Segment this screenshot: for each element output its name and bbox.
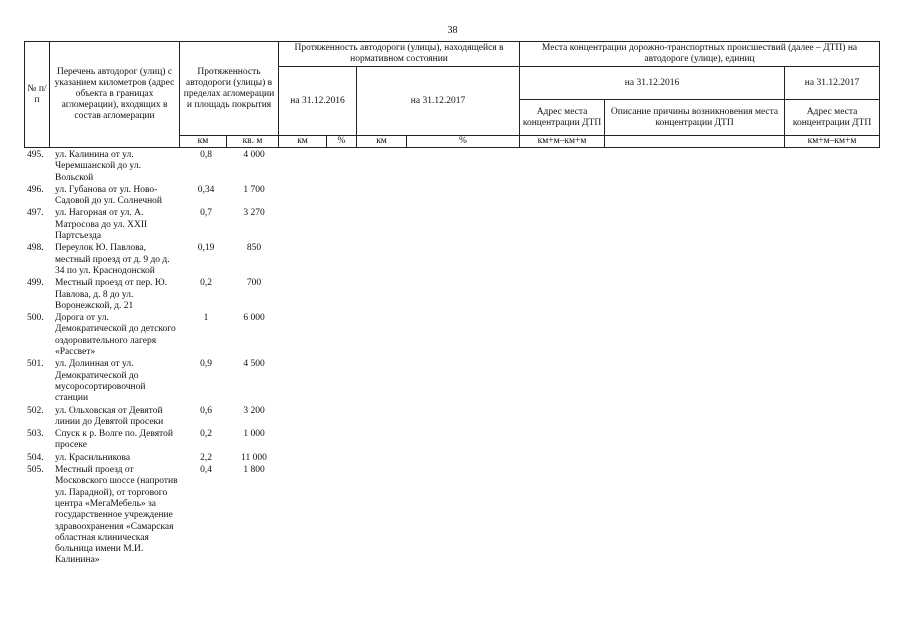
unit-km: км	[279, 136, 327, 148]
row-number: 501.	[27, 359, 44, 370]
row-number: 499.	[27, 278, 44, 289]
road-area-sqm: 1 800	[243, 465, 265, 476]
table-row	[24, 278, 278, 313]
row-number: 504.	[27, 452, 44, 463]
unit-kmm: км+м–км+м	[785, 136, 880, 148]
road-length-km: 0,6	[200, 405, 212, 416]
header-length: Протяженность автодороги (улицы) в пределах агломерации и площадь покрытия	[180, 42, 279, 136]
road-length-km: 0,34	[197, 184, 215, 195]
road-area-sqm: 3 200	[243, 405, 265, 416]
table-row	[24, 208, 278, 243]
row-number: 495.	[27, 150, 44, 160]
road-length-km: 0,2	[200, 278, 212, 289]
road-name: ул. Ольховская от Девятой линии до Девятой просеки	[55, 405, 164, 427]
header-normative-2017: на 31.12.2017	[357, 67, 520, 136]
unit-sqm: кв. м	[227, 136, 279, 148]
road-name: ул. Губанова от ул. Ново-Садовой до ул. Солнечной	[55, 184, 163, 207]
header-dtp: Места концентрации дорожно-транспортных происшествий (далее – ДТП) на автодороге (улице), единиц	[520, 42, 880, 67]
road-area-sqm: 1 700	[243, 184, 265, 195]
table-header	[24, 41, 880, 148]
road-area-sqm: 4 000	[243, 150, 265, 160]
road-length-km: 0,2	[200, 429, 212, 440]
header-address-dtp: Адрес места концентрации ДТП	[520, 100, 605, 136]
road-name: Дорога от ул. Демократической до детского оздоровительного лагеря «Рассвет»	[55, 313, 176, 358]
unit-km: км	[180, 136, 227, 148]
road-length-km: 0,8	[200, 150, 212, 160]
road-length-km: 0,4	[200, 465, 212, 476]
road-length-km: 1	[203, 313, 209, 324]
row-number: 500.	[27, 313, 44, 324]
road-name: Переулок Ю. Павлова, местный проезд от д. 9 до д. 34 по ул. Краснодонской	[55, 243, 170, 276]
road-area-sqm: 4 500	[243, 359, 265, 370]
unit-percent: %	[327, 136, 357, 148]
header-address-dtp-2017: Адрес места концентрации ДТП	[785, 100, 880, 136]
header-roads: Перечень автодорог (улиц) с указанием километров (адрес объекта в границах агломерации), входящих в состав агломерации	[50, 42, 180, 148]
table-row	[24, 150, 278, 185]
road-length-km: 0,9	[200, 359, 212, 370]
road-area-sqm: 850	[246, 243, 262, 254]
road-length-km: 0,7	[200, 208, 212, 219]
road-name: ул. Нагорная от ул. А. Матросова до ул. XXII Партсъезда	[55, 208, 148, 242]
table-row	[24, 429, 278, 453]
row-number: 503.	[27, 429, 44, 440]
road-name: Местный проезд от Московского шоссе (напротив ул. Парадной), от торгового центра «МегаМебель» за государственное учреждение здравоохранения «Самарская областная клиническая больница имени М.И. Калинина»	[55, 465, 178, 566]
row-number: 497.	[27, 208, 44, 219]
road-area-sqm: 6 000	[243, 313, 265, 324]
unit-km: км	[357, 136, 407, 148]
road-name: ул. Красильникова	[55, 452, 131, 463]
page-number: 38	[447, 25, 458, 36]
road-name: Спуск к р. Волге по. Девятой просеке	[55, 429, 173, 451]
road-name: ул. Долинная от ул. Демократической до мусоросортировочной станции	[55, 359, 146, 404]
table-row	[24, 243, 278, 278]
road-area-sqm: 3 270	[243, 208, 265, 219]
road-name: ул. Калинина от ул. Черемшанской до ул. Вольской	[55, 150, 141, 183]
table-row	[24, 359, 278, 405]
road-length-km: 2,2	[200, 452, 212, 463]
unit-percent: %	[407, 136, 520, 148]
road-area-sqm: 700	[246, 278, 262, 289]
row-number: 505.	[27, 465, 44, 476]
header-reason-dtp: Описание причины возникновения места концентрации ДТП	[605, 100, 785, 136]
unit-kmm: км+м–км+м	[520, 136, 605, 148]
road-area-sqm: 1 000	[243, 429, 265, 440]
header-normative: Протяженность автодороги (улицы), находящейся в нормативном состоянии	[279, 42, 520, 67]
row-number: 498.	[27, 243, 44, 254]
road-length-km: 0,19	[197, 243, 215, 254]
roads-table-body	[24, 150, 278, 568]
unit-empty	[605, 136, 785, 148]
header-normative-2016: на 31.12.2016	[279, 67, 357, 136]
road-area-sqm: 11 000	[241, 452, 267, 463]
header-dtp-2016: на 31.12.2016	[520, 67, 785, 100]
header-num: № п/п	[25, 42, 50, 148]
header-dtp-2017: на 31.12.2017	[785, 67, 880, 100]
table-row	[24, 406, 278, 430]
road-name: Местный проезд от пер. Ю. Павлова, д. 8 до ул. Воронежской, д. 21	[55, 278, 167, 311]
table-row	[24, 453, 278, 465]
row-number: 496.	[27, 184, 44, 195]
table-row	[24, 465, 278, 568]
row-number: 502.	[27, 405, 44, 416]
table-row	[24, 185, 278, 209]
table-row	[24, 313, 278, 359]
